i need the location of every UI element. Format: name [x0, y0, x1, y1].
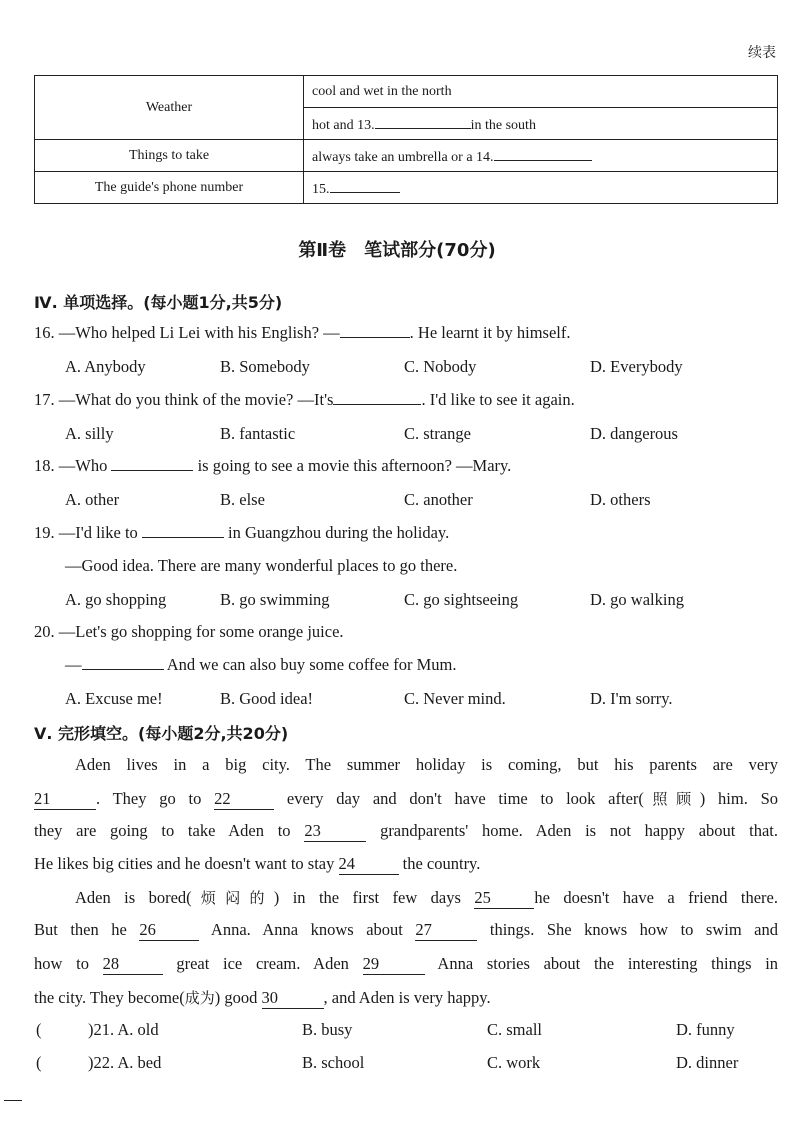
- q22-option-b[interactable]: B. school: [302, 1053, 365, 1072]
- q21-option-d[interactable]: D. funny: [676, 1020, 735, 1039]
- blank-13[interactable]: [375, 114, 471, 129]
- blank-15[interactable]: [330, 178, 400, 193]
- blank-17[interactable]: [333, 390, 421, 405]
- q22-option-a[interactable]: )22. A. bed: [88, 1053, 162, 1072]
- weather-south: hot and 13. in the south: [304, 108, 778, 140]
- q20-option-b[interactable]: B. Good idea!: [220, 689, 314, 708]
- q17-option-b[interactable]: B. fantastic: [220, 424, 296, 443]
- blank-25[interactable]: 25: [474, 888, 534, 909]
- question-19-reply: —Good idea. There are many wonderful places to go there.: [65, 556, 458, 575]
- q19-option-a[interactable]: A. go shopping: [65, 590, 167, 609]
- section-title: 第Ⅱ卷 笔试部分(70分): [298, 240, 496, 261]
- weather-label: Weather: [35, 76, 304, 140]
- blank-27[interactable]: 27: [415, 920, 477, 941]
- q17-option-a[interactable]: A. silly: [65, 424, 114, 443]
- q18-option-a[interactable]: A. other: [65, 490, 120, 509]
- q21-paren[interactable]: (: [36, 1020, 42, 1039]
- blank-20[interactable]: [82, 655, 164, 670]
- q22-option-d[interactable]: D. dinner: [676, 1053, 739, 1072]
- q20-option-a[interactable]: A. Excuse me!: [65, 689, 163, 708]
- cloze-p2-line3: how to 28 great ice cream. Aden 29 Anna stories about the interesting things in: [34, 954, 779, 973]
- things-label: Things to take: [35, 140, 304, 172]
- blank-22[interactable]: 22: [214, 789, 274, 810]
- cloze-p2-line2: But then he 26 Anna. Anna knows about 27 things. She knows how to swim and: [34, 920, 778, 939]
- blank-18[interactable]: [111, 456, 193, 471]
- phone-label: The guide's phone number: [35, 172, 304, 204]
- q19-option-d[interactable]: D. go walking: [590, 590, 684, 609]
- cloze-p1-line3: they are going to take Aden to 23 grandparents' home. Aden is not happy about that.: [34, 821, 778, 840]
- q18-option-b[interactable]: B. else: [220, 490, 265, 509]
- q17-option-c[interactable]: C. strange: [404, 424, 471, 443]
- q18-option-c[interactable]: C. another: [404, 490, 473, 509]
- question-20-reply: — And we can also buy some coffee for Mum.: [65, 655, 457, 674]
- q22-option-c[interactable]: C. work: [487, 1053, 541, 1072]
- blank-19[interactable]: [142, 523, 224, 538]
- blank-21[interactable]: 21: [34, 789, 96, 810]
- q16-option-a[interactable]: A. Anybody: [65, 357, 146, 376]
- cloze-p1-line1: Aden lives in a big city. The summer holiday is coming, but his parents are very: [75, 755, 778, 774]
- question-17: 17. —What do you think of the movie? —It's . I'd like to see it again.: [34, 390, 575, 409]
- question-20: 20. —Let's go shopping for some orange juice.: [34, 622, 344, 641]
- q16-option-b[interactable]: B. Somebody: [220, 357, 310, 376]
- q19-option-b[interactable]: B. go swimming: [220, 590, 330, 609]
- blank-30[interactable]: 30: [262, 988, 324, 1009]
- question-19: 19. —I'd like to in Guangzhou during the holiday.: [34, 523, 450, 542]
- q21-option-a[interactable]: )21. A. old: [88, 1020, 159, 1039]
- page-margin-mark: [4, 1100, 22, 1101]
- q20-option-c[interactable]: C. Never mind.: [404, 689, 506, 708]
- cloze-p1-line2: 21 . They go to 22 every day and don't have time to look after(照顾) him. So: [34, 789, 779, 808]
- q19-option-c[interactable]: C. go sightseeing: [404, 590, 519, 609]
- q16-option-c[interactable]: C. Nobody: [404, 357, 477, 376]
- cloze-p2-line4: the city. They become(成为) good 30 , and Aden is very happy.: [34, 988, 491, 1007]
- continued-label: 续表: [748, 45, 776, 61]
- q22-paren[interactable]: (: [36, 1053, 42, 1072]
- q20-option-d[interactable]: D. I'm sorry.: [590, 689, 673, 708]
- cloze-p1-line4: He likes big cities and he doesn't want to stay 24 the country.: [34, 854, 481, 873]
- question-18: 18. —Who is going to see a movie this afternoon? —Mary.: [34, 456, 512, 475]
- info-table: [34, 75, 778, 204]
- q17-option-d[interactable]: D. dangerous: [590, 424, 678, 443]
- q16-option-d[interactable]: D. Everybody: [590, 357, 683, 376]
- things-value: always take an umbrella or a 14.: [304, 140, 778, 172]
- blank-28[interactable]: 28: [103, 954, 163, 975]
- part4-heading: Ⅳ. 单项选择。(每小题1分,共5分): [34, 293, 283, 312]
- blank-24[interactable]: 24: [339, 854, 399, 875]
- question-16: 16. —Who helped Li Lei with his English? — . He learnt it by himself.: [34, 323, 571, 342]
- weather-north: cool and wet in the north: [304, 76, 778, 108]
- blank-23[interactable]: 23: [304, 821, 366, 842]
- blank-26[interactable]: 26: [139, 920, 199, 941]
- blank-14[interactable]: [494, 146, 592, 161]
- q18-option-d[interactable]: D. others: [590, 490, 651, 509]
- blank-16[interactable]: [340, 323, 410, 338]
- cloze-p2-line1: Aden is bored(烦闷的) in the first few days 25 he doesn't have a friend there.: [75, 888, 779, 907]
- blank-29[interactable]: 29: [363, 954, 425, 975]
- part5-heading: Ⅴ. 完形填空。(每小题2分,共20分): [34, 724, 289, 743]
- phone-value: 15.: [304, 172, 778, 204]
- q21-option-c[interactable]: C. small: [487, 1020, 543, 1039]
- q21-option-b[interactable]: B. busy: [302, 1020, 353, 1039]
